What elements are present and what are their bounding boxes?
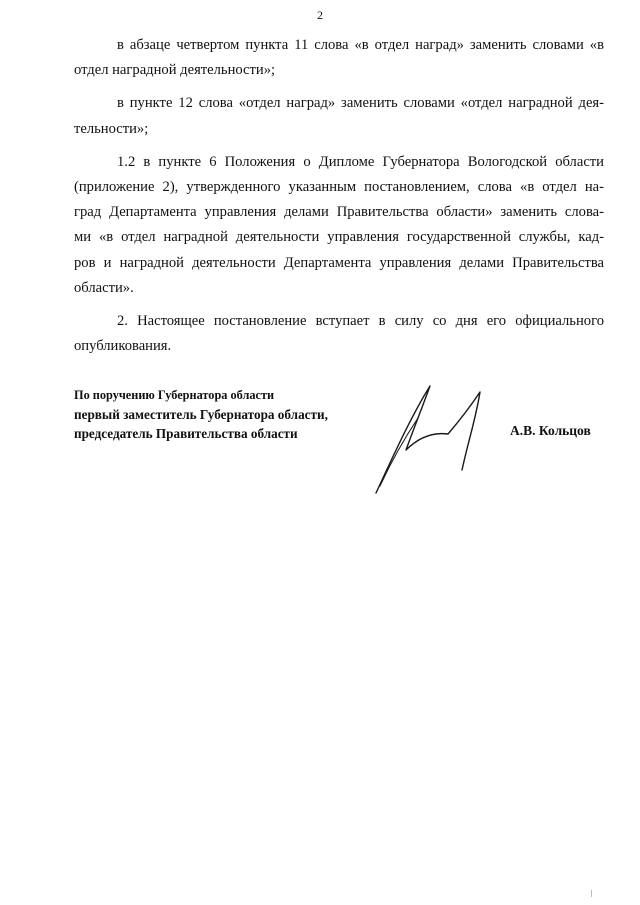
document-body (74, 33, 604, 359)
text-line: опубликования. (74, 338, 172, 355)
handwritten-signature (368, 378, 508, 498)
paragraph-amend-point-11 (74, 33, 604, 83)
signatory-position-line-2: председатель Правительства области (74, 426, 298, 441)
text-line: 1.2 в пункте 6 Положения о Дипломе Губернатора Вологодской области (117, 153, 604, 170)
text-line: в пункте 12 слова «отдел наград» заменить словами «отдел наградной дея- (117, 95, 604, 112)
text-line: в абзаце четвертом пункта 11 слова «в отдел наград» заменить словами «в (117, 37, 604, 53)
paragraph-item-1-2 (74, 150, 604, 301)
text-line: град Департамента управления делами Правительства области» заменить слова- (74, 204, 604, 221)
signatory-position-line: первый заместитель Губернатора области, (74, 407, 328, 422)
page-number: 2 (317, 8, 323, 22)
text-line: области». (74, 279, 134, 296)
text-line: отдел наградной деятельности»; (74, 62, 276, 79)
text-line: тельности»; (74, 120, 149, 137)
scan-edge-mark (591, 890, 592, 897)
signatory-authority-line: По поручению Губернатора области (74, 388, 275, 402)
text-line: (приложение 2), утвержденного указанным постановлением, слова «в отдел на- (74, 178, 604, 195)
paragraph-item-2 (74, 309, 604, 359)
text-line: ров и наградной деятельности Департамента управления делами Правительства (74, 254, 604, 271)
signatory-name: А.В. Кольцов (510, 423, 591, 438)
signatory-title-block (74, 386, 328, 443)
text-line: ми «в отдел наградной деятельности управления государственной службы, кад- (74, 229, 604, 246)
paragraph-amend-point-12 (74, 91, 604, 141)
text-line: 2. Настоящее постановление вступает в силу со дня его официального (117, 312, 604, 329)
